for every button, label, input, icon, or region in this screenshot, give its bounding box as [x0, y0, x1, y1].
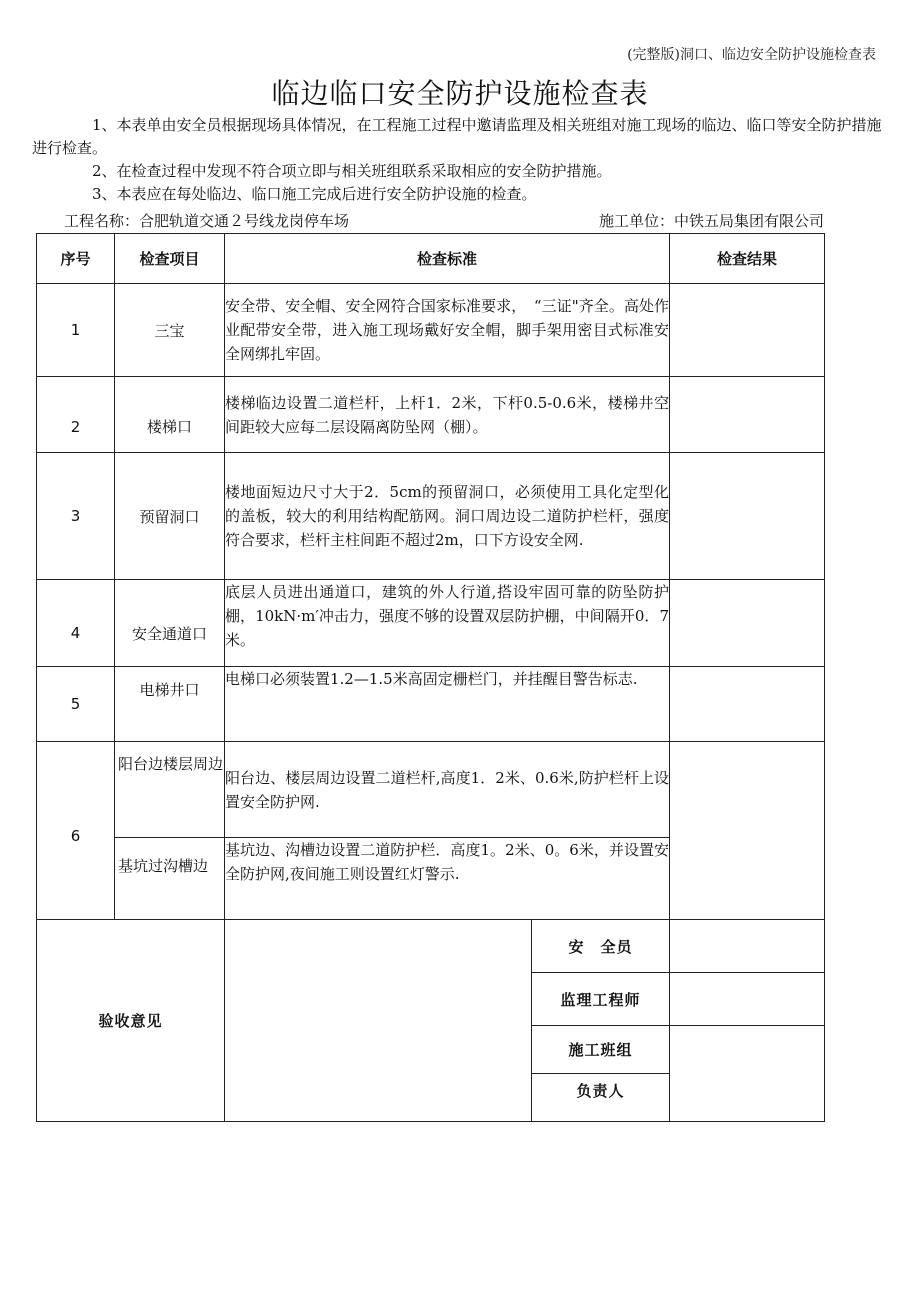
table-row [37, 284, 825, 377]
safety-officer-signature[interactable] [670, 920, 825, 973]
table-row [37, 742, 825, 838]
row-result-cell[interactable] [670, 453, 825, 580]
row-standard: 基坑边、沟槽边设置二道防护栏．高度1。2米、0。6米，并设置安全防护网,夜间施工则设置红灯警示. [225, 838, 670, 920]
instructions [32, 114, 892, 206]
row-item: 阳台边楼层周边 [115, 742, 225, 838]
supervisor-label: 监理工程师 [532, 973, 670, 1026]
row-result-cell[interactable] [670, 284, 825, 377]
instruction-3: 3、本表应在每处临边、临口施工完成后进行安全防护设施的检查。 [92, 185, 537, 203]
row-item: 三宝 [115, 284, 225, 377]
row-no: 4 [37, 580, 115, 667]
row-no: 6 [37, 742, 115, 920]
row-no: 5 [37, 667, 115, 742]
header-standard: 检查标准 [225, 234, 670, 284]
table-row [37, 453, 825, 580]
row-standard: 楼梯临边设置二道栏杆，上杆1．2米，下杆0.5-0.6米，楼梯井空间距较大应每二层设隔离防坠网（棚）。 [225, 377, 670, 453]
page-title: 临边临口安全防护设施检查表 [271, 77, 649, 110]
header-note: (完整版)洞口、临边安全防护设施检查表 [627, 47, 876, 63]
construction-unit: 施工单位：中铁五局集团有限公司 [598, 212, 824, 230]
table-row [37, 667, 825, 742]
table-row [37, 580, 825, 667]
row-result-cell[interactable] [670, 742, 825, 920]
row-result-cell[interactable] [670, 580, 825, 667]
supervisor-signature[interactable] [670, 973, 825, 1026]
project-info [64, 210, 824, 231]
row-no: 1 [37, 284, 115, 377]
instruction-1: 1、本表单由安全员根据现场具体情况，在工程施工过程中邀请监理及相关班组对施工现场的临边、临口等安全防护措施进行检查。 [32, 116, 882, 157]
row-item: 电梯井口 [115, 667, 225, 742]
table-row [37, 377, 825, 453]
header-item: 检查项目 [115, 234, 225, 284]
inspection-table [36, 233, 825, 1122]
row-no: 3 [37, 453, 115, 580]
acceptance-label: 验收意见 [37, 920, 225, 1122]
safety-officer-label: 安 全员 [532, 920, 670, 973]
row-item: 楼梯口 [115, 377, 225, 453]
row-standard: 底层人员进出通道口，建筑的外人行道,搭设牢固可靠的防坠防护棚，10kN·m′冲击力，强度不够的设置双层防护棚，中间隔开0．7米。 [225, 580, 670, 667]
header-no: 序号 [37, 234, 115, 284]
header-result: 检查结果 [670, 234, 825, 284]
instruction-2: 2、在检查过程中发现不符合项立即与相关班组联系采取相应的安全防护措施。 [92, 162, 612, 180]
row-item: 预留洞口 [115, 453, 225, 580]
team-leader-label-line2: 负责人 [532, 1074, 670, 1122]
row-standard: 电梯口必须装置1.2—1.5米高固定栅栏门，并挂醒目警告标志. [225, 667, 670, 742]
table-header-row [37, 234, 825, 284]
team-leader-label-line1: 施工班组 [532, 1026, 670, 1074]
row-result-cell[interactable] [670, 377, 825, 453]
row-no: 2 [37, 377, 115, 453]
project-name: 工程名称：合肥轨道交通２号线龙岗停车场 [64, 212, 350, 230]
row-item: 安全通道口 [115, 580, 225, 667]
row-result-cell[interactable] [670, 667, 825, 742]
row-item: 基坑过沟槽边 [115, 838, 225, 920]
acceptance-row [37, 920, 825, 973]
row-standard: 楼地面短边尺寸大于2．5cm的预留洞口，必须使用工具化定型化的盖板，较大的利用结构配筋网。洞口周边设二道防护栏杆，强度符合要求，栏杆主柱间距不超过2m，口下方设安全网. [225, 453, 670, 580]
team-leader-signature[interactable] [670, 1026, 825, 1122]
acceptance-opinion-field[interactable] [225, 920, 532, 1122]
row-standard: 阳台边、楼层周边设置二道栏杆,高度1．2米、0.6米,防护栏杆上设置安全防护网. [225, 742, 670, 838]
row-standard: 安全带、安全帽、安全网符合国家标准要求， “三证"齐全。高处作业配带安全带，进入施工现场戴好安全帽，脚手架用密目式标准安全网绑扎牢固。 [225, 284, 670, 377]
